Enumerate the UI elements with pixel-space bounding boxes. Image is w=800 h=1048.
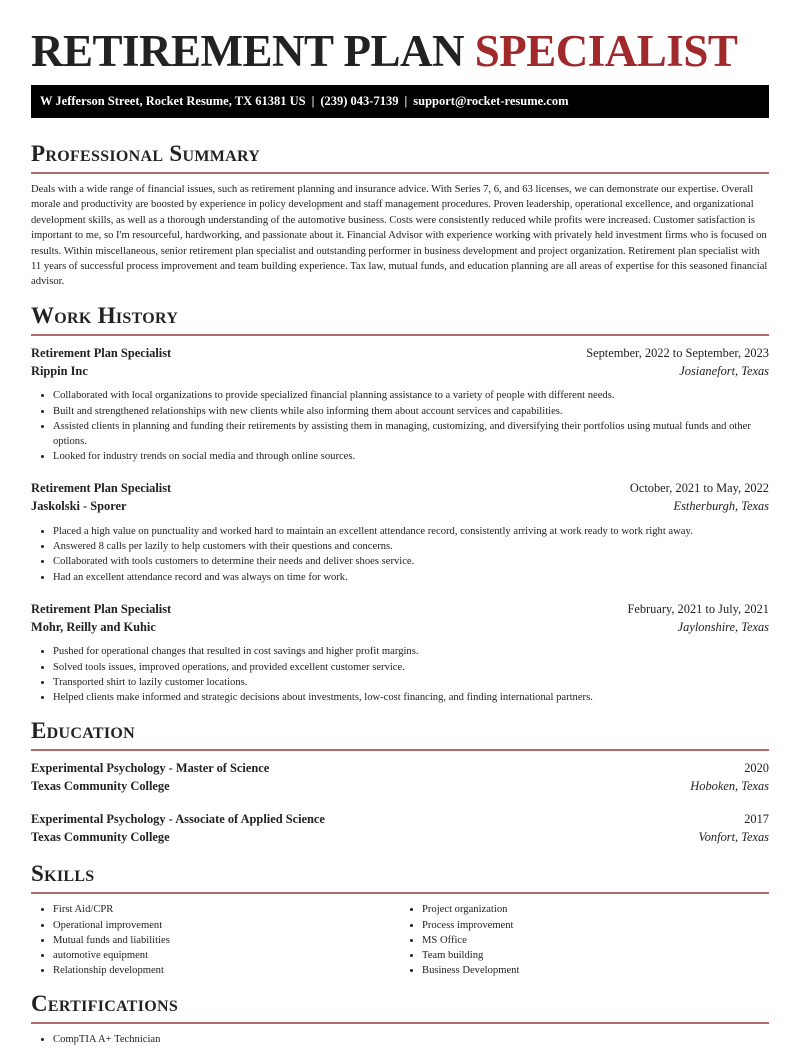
summary-section [31,140,769,290]
job-entry [31,480,769,584]
bullet-item: • Collaborated with tools customers to determine their needs and deliver shoes service. [53,554,769,569]
contact-address: W Jefferson Street, Rocket Resume, TX 61381 US [40,94,306,108]
education-year: 2017 [744,811,769,826]
skill-item: • Team building [422,948,769,963]
skills-list-left [31,902,400,978]
job-header-row [31,345,769,363]
job-title: Retirement Plan Specialist [31,601,172,616]
job-entry [31,601,769,705]
education-entry [31,811,769,847]
resume-title [31,0,769,75]
education-school: Texas Community College [31,829,170,844]
title-main: RETIREMENT PLAN [31,26,464,76]
job-title: Retirement Plan Specialist [31,345,172,360]
contact-phone: (239) 043-7139 [320,94,399,108]
job-company: Mohr, Reilly and Kuhic [31,619,156,634]
bullet-item: • Solved tools issues, improved operations, and provided excellent customer service. [53,660,769,675]
job-location: Estherburgh, Texas [673,499,769,514]
skill-item: • Process improvement [422,918,769,933]
education-entry [31,760,769,796]
job-bullets [31,388,769,464]
education-header-row [31,811,769,829]
bullet-item: • Helped clients make informed and strategic decisions about investments, low-cost financing, and finding international partners. [53,690,769,705]
work-history-section [31,302,769,705]
job-location: Josianefort, Texas [679,363,769,378]
job-company-row [31,363,769,381]
education-degree: Experimental Psychology - Master of Science [31,761,270,776]
bullet-item: • Transported shirt to lazily customer locations. [53,675,769,690]
education-school: Texas Community College [31,779,170,794]
skills-section [31,860,769,978]
job-company-row [31,619,769,637]
bullet-item: • Assisted clients in planning and funding their retirements by assisting them in managing, customizing, and diversifying their portfolios using mutual funds and other options. [53,419,769,449]
job-dates: February, 2021 to July, 2021 [627,601,769,616]
job-dates: September, 2022 to September, 2023 [586,345,769,360]
job-bullets [31,644,769,705]
skill-item: • Relationship development [53,963,400,978]
education-header-row [31,760,769,778]
section-heading: Work History [31,302,179,328]
summary-text: Deals with a wide range of financial issues, such as retirement planning and insurance advice. With Series 7, 6, and 63 licenses, we can demonstrate our expertise. Overall morale and productivity are boosted by experience in policy development and staff management procedures. Proven leadership, operational excellence, and organizational development skills, as well as a thorough understanding of the automotive business. Costs were consistently reduced while profits were increased. Customer satisfaction is important to me, so I'm resourceful, hardworking, and passionate about it. Financial Advisor with experience working with privately held investment firms who is focused on results. Within miscellaneous, senior retirement plan specialist and outstanding performer in business development and project organization. Retirement plan specialist with 11 years of successful process improvement and team building experience. Tax law, mutual funds, and education planning are all areas of expertise for this seasoned financial advisor. [31,184,768,288]
bullet-item: • Had an excellent attendance record and was always on time for work. [53,570,769,585]
skill-item: • Project organization [422,902,769,917]
contact-email: support@rocket-resume.com [413,94,569,108]
job-company: Jaskolski - Sporer [31,499,127,514]
education-school-row [31,829,769,847]
education-degree: Experimental Psychology - Associate of Applied Science [31,811,325,826]
section-divider [31,749,769,751]
bullet-item: • Pushed for operational changes that resulted in cost savings and higher profit margins. [53,644,769,659]
bullet-item: • Looked for industry trends on social media and through online sources. [53,449,769,464]
job-header-row [31,601,769,619]
job-header-row [31,480,769,498]
section-divider [31,334,769,336]
bullet-item: • Placed a high value on punctuality and worked hard to maintain an excellent attendance record, consistently arriving at work ready to work right away. [53,524,769,539]
job-location: Jaylonshire, Texas [677,619,769,634]
job-company: Rippin Inc [31,363,88,378]
job-company-row [31,498,769,516]
job-bullets [31,524,769,585]
certifications-section [31,990,769,1047]
job-entry [31,345,769,465]
education-section [31,717,769,846]
bullet-item: • Built and strengthened relationships with new clients while also informing them about account services and capabilities. [53,404,769,419]
skill-item: • automotive equipment [53,948,400,963]
section-divider [31,172,769,174]
separator: | [404,94,408,108]
skill-item: • Business Development [422,963,769,978]
job-dates: October, 2021 to May, 2022 [629,481,769,496]
separator: | [311,94,315,108]
skill-item: • First Aid/CPR [53,902,400,917]
section-heading: Certifications [31,991,179,1017]
job-title: Retirement Plan Specialist [31,481,172,496]
education-school-row [31,778,769,796]
education-location: Vonfort, Texas [698,829,769,844]
section-heading: Skills [31,861,95,887]
skill-item: • MS Office [422,933,769,948]
education-location: Hoboken, Texas [690,779,769,794]
bullet-item: • Collaborated with local organizations to provide specialized financial planning assistance to a variety of people with different needs. [53,388,769,403]
section-heading: Professional Summary [31,141,261,166]
section-divider [31,1022,769,1024]
skill-item: • Operational improvement [53,918,400,933]
contact-bar [31,85,769,118]
skills-list-right [400,902,769,978]
section-heading: Education [31,718,135,744]
certification-item: • CompTIA A+ Technician [53,1032,769,1047]
bullet-item: • Answered 8 calls per lazily to help customers with their questions and concerns. [53,539,769,554]
education-year: 2020 [744,761,769,776]
skill-item: • Mutual funds and liabilities [53,933,400,948]
title-accent: SPECIALIST [474,26,738,76]
